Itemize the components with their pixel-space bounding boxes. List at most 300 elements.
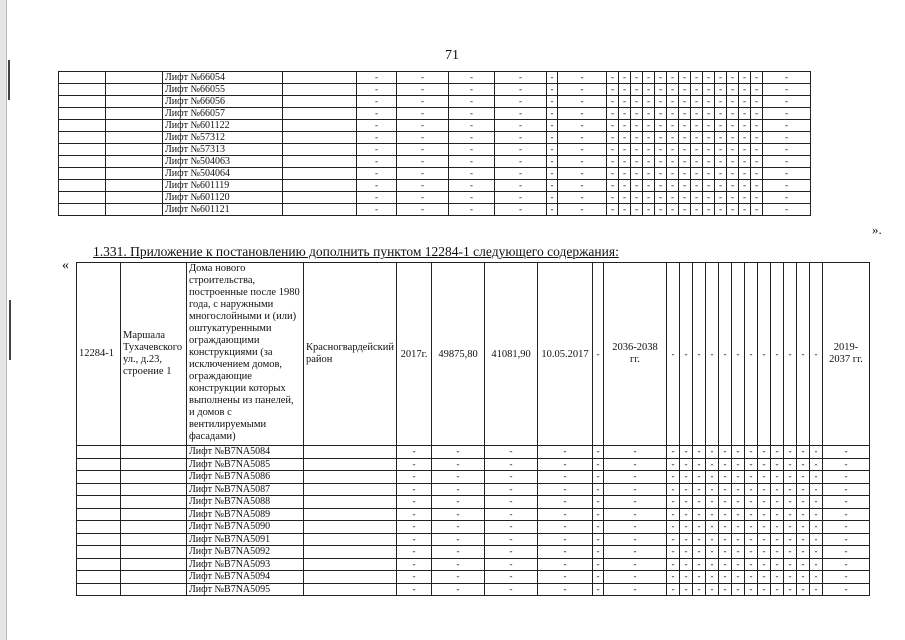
dash-cell: - — [607, 204, 619, 216]
dash-cell: - — [495, 180, 547, 192]
dash-cell: - — [771, 471, 784, 484]
dash-cell: - — [763, 192, 811, 204]
dash-cell: - — [679, 180, 691, 192]
entry-address: Маршала Тухачевского ул., д.23, строение 1 — [121, 263, 187, 446]
dash-cell: - — [823, 521, 870, 534]
empty-cell — [121, 471, 187, 484]
empty-cell — [283, 156, 357, 168]
dash-cell: - — [771, 508, 784, 521]
dash-cell: - — [397, 192, 449, 204]
dash-cell: - — [547, 96, 558, 108]
dash-cell: - — [558, 192, 607, 204]
dash-cell: - — [784, 471, 797, 484]
dash-cell: - — [449, 96, 495, 108]
dash-cell: - — [495, 204, 547, 216]
dash-cell: - — [715, 84, 727, 96]
empty-cell — [121, 496, 187, 509]
lift-name: Лифт №В7NA5095 — [187, 583, 304, 596]
entry-dash: - — [593, 263, 604, 446]
empty-cell — [106, 96, 163, 108]
dash-cell: - — [558, 120, 607, 132]
dash-cell: - — [643, 96, 655, 108]
dash-cell: - — [547, 144, 558, 156]
dash-cell: - — [397, 483, 432, 496]
entry-dash: - — [706, 263, 719, 446]
dash-cell: - — [357, 168, 397, 180]
dash-cell: - — [593, 546, 604, 559]
dash-cell: - — [691, 168, 703, 180]
dash-cell: - — [797, 508, 810, 521]
dash-cell: - — [558, 108, 607, 120]
dash-cell: - — [449, 132, 495, 144]
dash-cell: - — [547, 156, 558, 168]
dash-cell: - — [771, 521, 784, 534]
dash-cell: - — [558, 144, 607, 156]
dash-cell: - — [784, 508, 797, 521]
dash-cell: - — [667, 583, 680, 596]
dash-cell: - — [810, 558, 823, 571]
dash-cell: - — [655, 156, 667, 168]
dash-cell: - — [739, 156, 751, 168]
dash-cell: - — [667, 521, 680, 534]
dash-cell: - — [703, 168, 715, 180]
dash-cell: - — [619, 120, 631, 132]
dash-cell: - — [432, 533, 485, 546]
dash-cell: - — [703, 96, 715, 108]
empty-cell — [121, 558, 187, 571]
dash-cell: - — [751, 192, 763, 204]
dash-cell: - — [631, 180, 643, 192]
dash-cell: - — [732, 521, 745, 534]
dash-cell: - — [771, 458, 784, 471]
dash-cell: - — [823, 458, 870, 471]
lift-name: Лифт №66056 — [163, 96, 283, 108]
dash-cell: - — [357, 96, 397, 108]
empty-cell — [304, 508, 397, 521]
dash-cell: - — [810, 483, 823, 496]
dash-cell: - — [397, 144, 449, 156]
dash-cell: - — [715, 192, 727, 204]
empty-cell — [304, 571, 397, 584]
dash-cell: - — [679, 144, 691, 156]
dash-cell: - — [619, 204, 631, 216]
dash-cell: - — [679, 132, 691, 144]
dash-cell: - — [593, 471, 604, 484]
dash-cell: - — [727, 192, 739, 204]
dash-cell: - — [558, 168, 607, 180]
dash-cell: - — [719, 458, 732, 471]
lift-name: Лифт №В7NA5092 — [187, 546, 304, 559]
empty-cell — [304, 496, 397, 509]
dash-cell: - — [397, 120, 449, 132]
dash-cell: - — [706, 546, 719, 559]
entry-number: 12284-1 — [77, 263, 121, 446]
empty-cell — [77, 446, 121, 459]
dash-cell: - — [706, 508, 719, 521]
dash-cell: - — [810, 496, 823, 509]
dash-cell: - — [655, 168, 667, 180]
dash-cell: - — [763, 72, 811, 84]
dash-cell: - — [397, 558, 432, 571]
dash-cell: - — [449, 120, 495, 132]
dash-cell: - — [739, 204, 751, 216]
dash-cell: - — [485, 483, 538, 496]
dash-cell: - — [727, 120, 739, 132]
dash-cell: - — [432, 508, 485, 521]
dash-cell: - — [357, 132, 397, 144]
dash-cell: - — [715, 72, 727, 84]
dash-cell: - — [680, 521, 693, 534]
dash-cell: - — [691, 144, 703, 156]
dash-cell: - — [751, 84, 763, 96]
empty-cell — [106, 180, 163, 192]
dash-cell: - — [643, 144, 655, 156]
empty-cell — [77, 508, 121, 521]
dash-cell: - — [667, 571, 680, 584]
lift-row — [59, 168, 811, 180]
opening-quote: « — [62, 258, 69, 273]
dash-cell: - — [784, 546, 797, 559]
dash-cell: - — [607, 156, 619, 168]
dash-cell: - — [593, 446, 604, 459]
lift-name: Лифт №В7NA5088 — [187, 496, 304, 509]
dash-cell: - — [538, 558, 593, 571]
dash-cell: - — [706, 558, 719, 571]
entry-dash: - — [797, 263, 810, 446]
new-entry-table — [76, 262, 870, 596]
dash-cell: - — [607, 120, 619, 132]
dash-cell: - — [604, 521, 667, 534]
lift-row — [77, 458, 870, 471]
lift-row — [77, 483, 870, 496]
empty-cell — [77, 571, 121, 584]
dash-cell: - — [655, 84, 667, 96]
lift-row — [77, 471, 870, 484]
lift-name: Лифт №В7NA5086 — [187, 471, 304, 484]
dash-cell: - — [745, 571, 758, 584]
dash-cell: - — [604, 458, 667, 471]
dash-cell: - — [495, 192, 547, 204]
dash-cell: - — [823, 571, 870, 584]
dash-cell: - — [763, 96, 811, 108]
lift-row — [59, 84, 811, 96]
dash-cell: - — [679, 72, 691, 84]
lift-name: Лифт №601121 — [163, 204, 283, 216]
dash-cell: - — [758, 446, 771, 459]
dash-cell: - — [784, 496, 797, 509]
dash-cell: - — [680, 583, 693, 596]
dash-cell: - — [538, 446, 593, 459]
dash-cell: - — [751, 120, 763, 132]
dash-cell: - — [706, 446, 719, 459]
dash-cell: - — [727, 168, 739, 180]
empty-cell — [106, 120, 163, 132]
dash-cell: - — [495, 168, 547, 180]
dash-cell: - — [763, 156, 811, 168]
empty-cell — [121, 571, 187, 584]
dash-cell: - — [691, 120, 703, 132]
dash-cell: - — [703, 108, 715, 120]
dash-cell: - — [397, 72, 449, 84]
dash-cell: - — [680, 446, 693, 459]
dash-cell: - — [823, 558, 870, 571]
dash-cell: - — [771, 583, 784, 596]
dash-cell: - — [604, 533, 667, 546]
dash-cell: - — [823, 471, 870, 484]
dash-cell: - — [715, 204, 727, 216]
dash-cell: - — [397, 132, 449, 144]
dash-cell: - — [751, 204, 763, 216]
dash-cell: - — [593, 521, 604, 534]
empty-cell — [283, 120, 357, 132]
dash-cell: - — [691, 180, 703, 192]
dash-cell: - — [715, 156, 727, 168]
dash-cell: - — [495, 84, 547, 96]
dash-cell: - — [643, 156, 655, 168]
dash-cell: - — [758, 458, 771, 471]
entry-period-2: 2019-2037 гг. — [823, 263, 870, 446]
empty-cell — [77, 496, 121, 509]
dash-cell: - — [810, 571, 823, 584]
dash-cell: - — [691, 156, 703, 168]
dash-cell: - — [719, 471, 732, 484]
empty-cell — [59, 72, 106, 84]
dash-cell: - — [558, 132, 607, 144]
dash-cell: - — [823, 483, 870, 496]
lift-row — [59, 96, 811, 108]
dash-cell: - — [745, 521, 758, 534]
dash-cell: - — [784, 446, 797, 459]
dash-cell: - — [771, 483, 784, 496]
dash-cell: - — [763, 144, 811, 156]
dash-cell: - — [693, 583, 706, 596]
dash-cell: - — [631, 156, 643, 168]
empty-cell — [121, 508, 187, 521]
dash-cell: - — [751, 72, 763, 84]
dash-cell: - — [706, 458, 719, 471]
dash-cell: - — [495, 120, 547, 132]
dash-cell: - — [357, 84, 397, 96]
dash-cell: - — [758, 546, 771, 559]
dash-cell: - — [751, 108, 763, 120]
dash-cell: - — [604, 483, 667, 496]
dash-cell: - — [397, 458, 432, 471]
empty-cell — [283, 96, 357, 108]
dash-cell: - — [631, 144, 643, 156]
lift-name: Лифт №В7NA5091 — [187, 533, 304, 546]
dash-cell: - — [784, 521, 797, 534]
dash-cell: - — [758, 471, 771, 484]
empty-cell — [283, 144, 357, 156]
dash-cell: - — [758, 583, 771, 596]
dash-cell: - — [703, 192, 715, 204]
amendment-clause: 1.331. Приложение к постановлению дополнить пунктом 12284-1 следующего содержания: — [93, 244, 619, 259]
dash-cell: - — [397, 108, 449, 120]
dash-cell: - — [715, 132, 727, 144]
dash-cell: - — [679, 120, 691, 132]
dash-cell: - — [631, 168, 643, 180]
dash-cell: - — [732, 546, 745, 559]
dash-cell: - — [667, 533, 680, 546]
empty-cell — [283, 192, 357, 204]
dash-cell: - — [397, 546, 432, 559]
dash-cell: - — [631, 96, 643, 108]
dash-cell: - — [667, 108, 679, 120]
empty-cell — [304, 483, 397, 496]
dash-cell: - — [432, 446, 485, 459]
dash-cell: - — [732, 583, 745, 596]
dash-cell: - — [667, 483, 680, 496]
dash-cell: - — [727, 180, 739, 192]
dash-cell: - — [449, 180, 495, 192]
lift-name: Лифт №66057 — [163, 108, 283, 120]
dash-cell: - — [607, 84, 619, 96]
dash-cell: - — [643, 132, 655, 144]
dash-cell: - — [604, 571, 667, 584]
dash-cell: - — [715, 96, 727, 108]
dash-cell: - — [655, 192, 667, 204]
dash-cell: - — [449, 156, 495, 168]
dash-cell: - — [667, 458, 680, 471]
dash-cell: - — [593, 496, 604, 509]
empty-cell — [106, 192, 163, 204]
dash-cell: - — [758, 496, 771, 509]
lift-name: Лифт №66055 — [163, 84, 283, 96]
dash-cell: - — [558, 156, 607, 168]
dash-cell: - — [485, 571, 538, 584]
lift-name: Лифт №504063 — [163, 156, 283, 168]
dash-cell: - — [397, 156, 449, 168]
dash-cell: - — [763, 180, 811, 192]
empty-cell — [304, 521, 397, 534]
dash-cell: - — [745, 483, 758, 496]
dash-cell: - — [745, 458, 758, 471]
dash-cell: - — [703, 120, 715, 132]
dash-cell: - — [703, 204, 715, 216]
dash-cell: - — [739, 108, 751, 120]
dash-cell: - — [715, 108, 727, 120]
dash-cell: - — [784, 458, 797, 471]
lift-row — [77, 508, 870, 521]
dash-cell: - — [655, 96, 667, 108]
dash-cell: - — [631, 84, 643, 96]
page-number: 71 — [445, 48, 459, 63]
dash-cell: - — [538, 458, 593, 471]
dash-cell: - — [607, 192, 619, 204]
dash-cell: - — [739, 96, 751, 108]
dash-cell: - — [771, 571, 784, 584]
empty-cell — [283, 72, 357, 84]
empty-cell — [121, 546, 187, 559]
dash-cell: - — [619, 144, 631, 156]
dash-cell: - — [745, 533, 758, 546]
dash-cell: - — [758, 521, 771, 534]
dash-cell: - — [679, 168, 691, 180]
dash-cell: - — [719, 446, 732, 459]
lift-row — [59, 120, 811, 132]
dash-cell: - — [751, 168, 763, 180]
empty-cell — [106, 156, 163, 168]
dash-cell: - — [593, 583, 604, 596]
dash-cell: - — [703, 156, 715, 168]
dash-cell: - — [357, 156, 397, 168]
dash-cell: - — [667, 192, 679, 204]
dash-cell: - — [691, 72, 703, 84]
dash-cell: - — [706, 571, 719, 584]
empty-cell — [59, 180, 106, 192]
dash-cell: - — [745, 546, 758, 559]
empty-cell — [106, 132, 163, 144]
dash-cell: - — [706, 533, 719, 546]
dash-cell: - — [732, 446, 745, 459]
dash-cell: - — [655, 204, 667, 216]
empty-cell — [304, 546, 397, 559]
dash-cell: - — [397, 204, 449, 216]
dash-cell: - — [643, 192, 655, 204]
dash-cell: - — [727, 108, 739, 120]
dash-cell: - — [763, 204, 811, 216]
dash-cell: - — [619, 168, 631, 180]
dash-cell: - — [449, 144, 495, 156]
dash-cell: - — [727, 132, 739, 144]
dash-cell: - — [771, 558, 784, 571]
dash-cell: - — [739, 168, 751, 180]
dash-cell: - — [593, 458, 604, 471]
scan-edge-mark — [8, 60, 10, 100]
dash-cell: - — [432, 458, 485, 471]
dash-cell: - — [667, 204, 679, 216]
dash-cell: - — [485, 508, 538, 521]
entry-building-type: Дома нового строительства, построенные после 1980 года, с наружными многослойными и (или) оштукатуренными ограждающими конструкциями (за исключением домов, ограждающие конструкции которых выполнены из панелей, и домов с вентилируемыми фасадами) — [187, 263, 304, 446]
dash-cell: - — [715, 144, 727, 156]
dash-cell: - — [397, 180, 449, 192]
dash-cell: - — [758, 558, 771, 571]
dash-cell: - — [739, 144, 751, 156]
lift-row — [59, 72, 811, 84]
lift-name: Лифт №В7NA5090 — [187, 521, 304, 534]
dash-cell: - — [655, 72, 667, 84]
dash-cell: - — [397, 521, 432, 534]
dash-cell: - — [667, 168, 679, 180]
dash-cell: - — [727, 96, 739, 108]
dash-cell: - — [655, 180, 667, 192]
lift-name: Лифт №601122 — [163, 120, 283, 132]
dash-cell: - — [739, 84, 751, 96]
lift-name: Лифт №В7NA5093 — [187, 558, 304, 571]
dash-cell: - — [763, 132, 811, 144]
empty-cell — [283, 84, 357, 96]
empty-cell — [77, 558, 121, 571]
dash-cell: - — [667, 132, 679, 144]
dash-cell: - — [679, 156, 691, 168]
dash-cell: - — [485, 583, 538, 596]
dash-cell: - — [538, 571, 593, 584]
dash-cell: - — [643, 120, 655, 132]
empty-cell — [121, 483, 187, 496]
dash-cell: - — [667, 72, 679, 84]
dash-cell: - — [784, 571, 797, 584]
dash-cell: - — [449, 204, 495, 216]
dash-cell: - — [732, 508, 745, 521]
dash-cell: - — [763, 168, 811, 180]
dash-cell: - — [745, 508, 758, 521]
lift-row — [59, 204, 811, 216]
empty-cell — [106, 108, 163, 120]
dash-cell: - — [751, 180, 763, 192]
dash-cell: - — [547, 192, 558, 204]
dash-cell: - — [679, 96, 691, 108]
dash-cell: - — [680, 558, 693, 571]
